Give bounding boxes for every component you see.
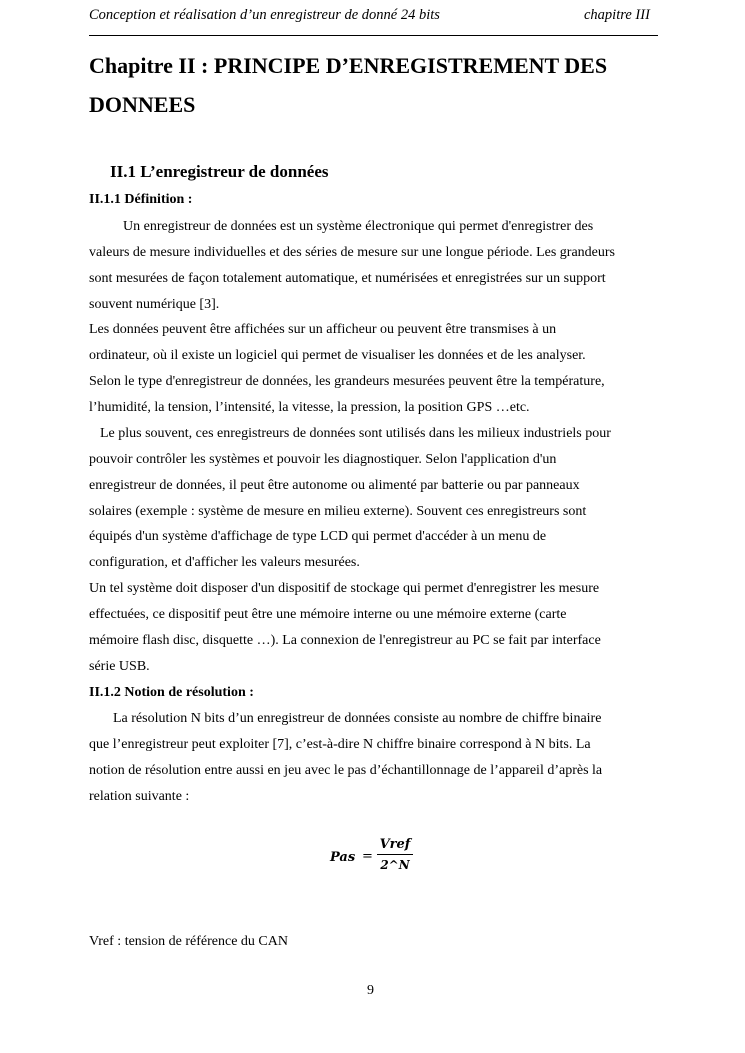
paragraph-line: valeurs de mesure individuelles et des séries de mesure sur une longue période. Les grandeurs — [89, 245, 615, 260]
formula-fraction-bar — [377, 854, 413, 855]
chapter-title-line-1: Chapitre II : PRINCIPE D’ENREGISTREMENT DES — [89, 53, 608, 78]
section-title: II.1 L’enregistreur de données — [110, 162, 329, 181]
header-chapter-label: chapitre III — [584, 7, 650, 23]
paragraph-line: notion de résolution entre aussi en jeu avec le pas d’échantillonnage de l’appareil d’après la — [89, 763, 603, 778]
paragraph-line: souvent numérique [3]. — [89, 297, 220, 312]
formula-fraction — [377, 836, 413, 873]
paragraph-line: mémoire flash disc, disquette …). La connexion de l'enregistreur au PC se fait par interface — [89, 633, 601, 648]
page-number: 9 — [367, 983, 374, 998]
paragraph-line: Un tel système doit disposer d'un dispositif de stockage qui permet d'enregistrer les mesure — [89, 581, 600, 596]
paragraph-line: pouvoir contrôler les systèmes et pouvoir les diagnostiquer. Selon l'application d'un — [89, 452, 557, 467]
chapter-title-line-2: DONNEES — [89, 92, 196, 117]
formula-lhs: Pas — [330, 850, 356, 865]
header-document-title: Conception et réalisation d’un enregistreur de donné 24 bits — [89, 7, 440, 23]
paragraph-line: La résolution N bits d’un enregistreur de données consiste au nombre de chiffre binaire — [113, 711, 602, 726]
paragraph-line: sont mesurées de façon totalement automatique, et numérisées et enregistrées sur un support — [89, 271, 606, 286]
paragraph-line: Selon le type d'enregistreur de données, les grandeurs mesurées peuvent être la température, — [89, 374, 605, 389]
subsection-1-title: II.1.1 Définition : — [89, 192, 193, 207]
paragraph-line: équipés d'un système d'affichage de type LCD qui permet d'accéder à un menu de — [89, 529, 547, 544]
paragraph-line: série USB. — [89, 659, 150, 674]
formula-equals: = — [362, 849, 373, 864]
paragraph-line: Les données peuvent être affichées sur un afficheur ou peuvent être transmises à un — [89, 322, 557, 337]
paragraph-line: ordinateur, où il existe un logiciel qui permet de visualiser les données et de les analyser. — [89, 348, 586, 363]
paragraph-line: Le plus souvent, ces enregistreurs de données sont utilisés dans les milieux industriels pour — [100, 426, 611, 441]
formula-denominator: 2^N — [380, 858, 410, 872]
paragraph-line: solaires (exemple : système de mesure en milieu externe). Souvent ces enregistreurs sont — [89, 504, 587, 519]
paragraph-line: que l’enregistreur peut exploiter [7], c’est-à-dire N chiffre binaire correspond à N bits. La — [89, 737, 591, 752]
subsection-2-title: II.1.2 Notion de résolution : — [89, 685, 254, 700]
formula-numerator: Vref — [379, 837, 411, 852]
paragraph-line: l’humidité, la tension, l’intensité, la vitesse, la pression, la position GPS …etc. — [89, 400, 530, 415]
definition-line: Vref : tension de référence du CAN — [89, 934, 288, 949]
header-rule — [89, 35, 658, 36]
paragraph-line: effectuées, ce dispositif peut être une mémoire interne ou une mémoire externe (carte — [89, 607, 567, 622]
paragraph-line: enregistreur de données, il peut être autonome ou alimenté par batterie ou par panneaux — [89, 478, 580, 493]
paragraph-line: relation suivante : — [89, 789, 190, 804]
paragraph-line: Un enregistreur de données est un système électronique qui permet d'enregistrer des — [123, 219, 594, 234]
paragraph-line: configuration, et d'afficher les valeurs mesurées. — [89, 555, 360, 570]
